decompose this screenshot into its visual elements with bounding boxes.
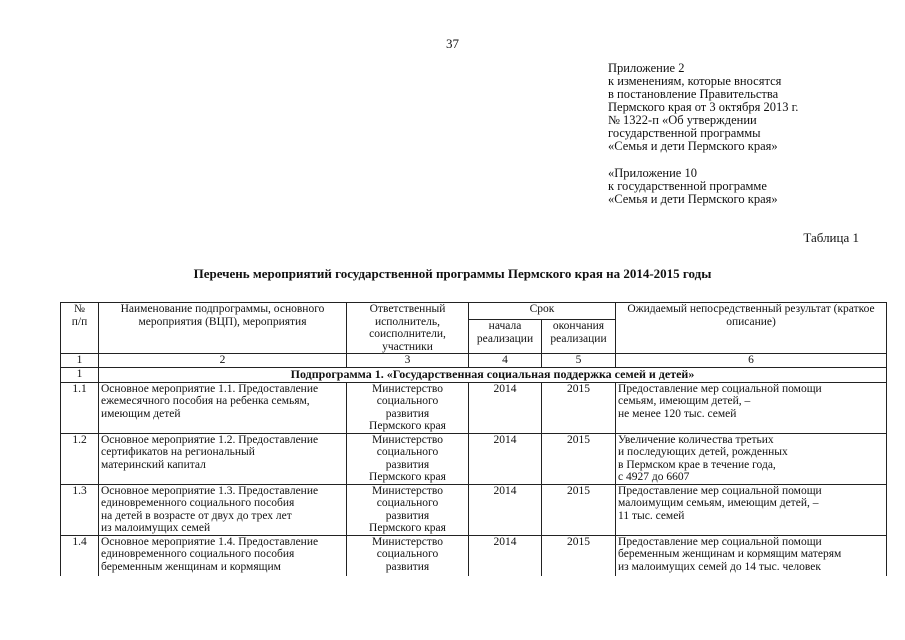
appendix-line: Приложение 2 — [608, 61, 685, 75]
row-name-line: ежемесячного пособия на ребенка семьям, — [101, 395, 310, 407]
row-result — [616, 433, 887, 484]
table-row — [61, 382, 887, 433]
row-result-line: Предоставление мер социальной помощи — [618, 484, 822, 497]
subprogram-num: 1 — [61, 367, 99, 382]
row-name-line: на детей в возрасте от двух до трех лет — [101, 509, 292, 522]
row-executor — [347, 382, 469, 433]
column-number: 5 — [542, 354, 616, 368]
row-result-line: 11 тыс. семей — [618, 509, 685, 522]
row-result-line: Увеличение количества третьих — [618, 433, 774, 446]
row-name-line: единовременного социального пособия — [101, 497, 295, 509]
table-label: Таблица 1 — [803, 230, 859, 245]
row-start: 2014 — [469, 484, 542, 535]
appendix10-line: к государственной программе — [608, 179, 767, 193]
row-result-line: семьям, имеющим детей, – — [618, 395, 751, 407]
appendix-line: в постановление Правительства — [608, 87, 779, 101]
row-name — [99, 382, 347, 433]
events-table — [60, 302, 887, 576]
subprogram-row — [61, 367, 887, 382]
row-result-line: Предоставление мер социальной помощи — [618, 382, 822, 395]
row-executor — [347, 484, 469, 535]
document-title: Перечень мероприятий государственной программы Пермского края на 2014-2015 годы — [193, 266, 712, 281]
row-name-line: Основное мероприятие 1.4. Предоставление — [101, 535, 319, 548]
row-name-line: из малоимущих семей — [101, 522, 211, 534]
header-num: № п/п — [61, 303, 99, 354]
row-result — [616, 484, 887, 535]
row-name — [99, 433, 347, 484]
row-name — [99, 535, 347, 576]
row-executor — [347, 535, 469, 576]
table-row — [61, 433, 887, 484]
row-result-line: не менее 120 тыс. семей — [618, 407, 737, 420]
column-number: 1 — [61, 354, 99, 368]
row-name — [99, 484, 347, 535]
appendix-line: № 1322-п «Об утверждении — [608, 113, 757, 127]
row-result-line: беременным женщинам и кормящим матерям — [618, 548, 842, 560]
header-end: окончания реализации — [542, 320, 616, 354]
row-name-line: Основное мероприятие 1.2. Предоставление — [101, 433, 319, 446]
appendix10-line: «Приложение 10 — [608, 166, 697, 180]
row-executor-line: Министерство — [372, 382, 443, 395]
row-num: 1.3 — [61, 484, 99, 535]
row-executor — [347, 433, 469, 484]
column-number-row — [61, 354, 887, 368]
header-executor: Ответственный исполнитель, соисполнители, участники — [347, 303, 469, 354]
row-name-line: единовременного социального пособия — [101, 548, 295, 560]
header-name: Наименование подпрограммы, основного мероприятия (ВЦП), мероприятия — [99, 303, 347, 354]
header-term: Срок — [469, 303, 616, 320]
column-number: 4 — [469, 354, 542, 368]
header-row — [61, 303, 887, 320]
appendix-line: к изменениям, которые вносятся — [608, 74, 782, 88]
row-num: 1.4 — [61, 535, 99, 576]
column-number: 6 — [616, 354, 887, 368]
column-number: 3 — [347, 354, 469, 368]
row-executor-line: Пермского края — [369, 522, 446, 534]
header-start: начала реализации — [469, 320, 542, 354]
column-number: 2 — [99, 354, 347, 368]
row-executor-line: социального — [376, 446, 439, 458]
row-num: 1.1 — [61, 382, 99, 433]
appendix-line: «Семья и дети Пермского края» — [608, 139, 778, 153]
subprogram-title: Подпрограмма 1. «Государственная социальная поддержка семей и детей» — [99, 367, 887, 382]
row-name-line: Основное мероприятие 1.1. Предоставление — [101, 382, 319, 395]
row-name-line: Основное мероприятие 1.3. Предоставление — [101, 484, 319, 497]
row-num: 1.2 — [61, 433, 99, 484]
row-result-line: Предоставление мер социальной помощи — [618, 535, 822, 548]
row-result — [616, 382, 887, 433]
row-start: 2014 — [469, 433, 542, 484]
row-result-line: малоимущим семьям, имеющим детей, – — [618, 497, 819, 509]
row-result-line: из малоимущих семей до 14 тыс. человек — [618, 560, 821, 573]
row-name-line: имеющим детей — [101, 407, 181, 420]
row-name-line: беременным женщинам и кормящим — [101, 560, 281, 573]
row-executor-line: Пермского края — [369, 420, 446, 432]
row-executor-line: Пермского края — [369, 471, 446, 483]
table-row — [61, 535, 887, 576]
row-executor-line: Министерство — [372, 484, 443, 497]
appendix-block — [608, 62, 798, 206]
row-name-line: сертификатов на региональный — [101, 446, 255, 458]
header-result: Ожидаемый непосредственный результат (краткое описание) — [616, 303, 887, 354]
row-result — [616, 535, 887, 576]
row-end: 2015 — [542, 535, 616, 576]
appendix10-line: «Семья и дети Пермского края» — [608, 192, 778, 206]
row-executor-line: развития — [385, 458, 430, 471]
row-executor-line: социального — [376, 548, 439, 560]
row-result-line: с 4927 до 6607 — [618, 471, 690, 483]
row-name-line: материнский капитал — [101, 458, 206, 471]
row-result-line: в Пермском крае в течение года, — [618, 458, 776, 471]
row-executor-line: развития — [385, 509, 430, 522]
table-row — [61, 484, 887, 535]
row-start: 2014 — [469, 382, 542, 433]
appendix-line: Пермского края от 3 октября 2013 г. — [608, 100, 799, 114]
row-end: 2015 — [542, 433, 616, 484]
row-executor-line: социального — [376, 497, 439, 509]
row-executor-line: Министерство — [372, 433, 443, 446]
row-start: 2014 — [469, 535, 542, 576]
row-executor-line: развития — [385, 407, 430, 420]
row-executor-line: Министерство — [372, 535, 443, 548]
row-executor-line: социального — [376, 395, 439, 407]
row-end: 2015 — [542, 484, 616, 535]
row-result-line: и последующих детей, рожденных — [618, 446, 788, 458]
row-end: 2015 — [542, 382, 616, 433]
row-executor-line: развития — [385, 560, 430, 573]
page-number: 37 — [446, 36, 459, 51]
appendix-line: государственной программы — [608, 126, 761, 140]
